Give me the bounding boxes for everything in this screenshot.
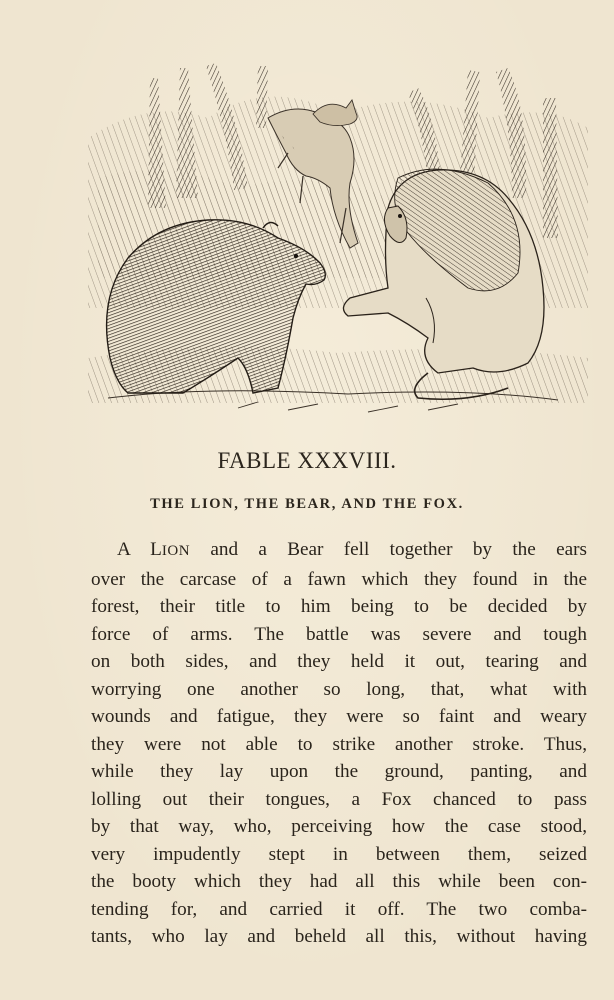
fable-subtitle: THE LION, THE BEAR, AND THE FOX. xyxy=(150,496,464,512)
body-line: very impudently stept in between them, seized xyxy=(91,843,587,865)
body-line: the booty which they had all this while been con- xyxy=(91,871,587,892)
fable-body xyxy=(91,536,587,951)
body-line: on both sides, and they held it out, tearing and xyxy=(91,651,587,672)
lion-smallcaps-rest: ION xyxy=(161,543,191,559)
body-line: by that way, who, perceiving how the case stood, xyxy=(91,816,587,837)
opening-word: A xyxy=(117,539,130,560)
body-line: worrying one another so long, that, what with xyxy=(91,678,587,700)
lion-smallcaps-first: L xyxy=(150,539,162,560)
body-line: wounds and fatigue, they were so faint and weary xyxy=(91,706,587,727)
body-line-1 xyxy=(91,536,587,566)
first-line-rest: and a Bear fell together by the ears xyxy=(190,539,587,560)
body-line: lolling out their tongues, a Fox chanced to pass xyxy=(91,788,587,810)
engraving-illustration xyxy=(88,58,588,426)
body-line: while they lay upon the ground, panting, and xyxy=(91,761,587,782)
body-line: forest, their title to him being to be decided by xyxy=(91,596,587,617)
body-line: tending for, and carried it off. The two comba- xyxy=(91,898,587,920)
body-line: over the carcase of a fawn which they found in the xyxy=(91,568,587,590)
body-line: force of arms. The battle was severe and tough xyxy=(91,623,587,645)
body-line: they were not able to strike another stroke. Thus, xyxy=(91,733,587,755)
fox-icon xyxy=(313,100,357,126)
body-line: tants, who lay and beheld all this, without having xyxy=(91,926,587,947)
fable-number-title: FABLE XXXVIII. xyxy=(217,448,397,473)
